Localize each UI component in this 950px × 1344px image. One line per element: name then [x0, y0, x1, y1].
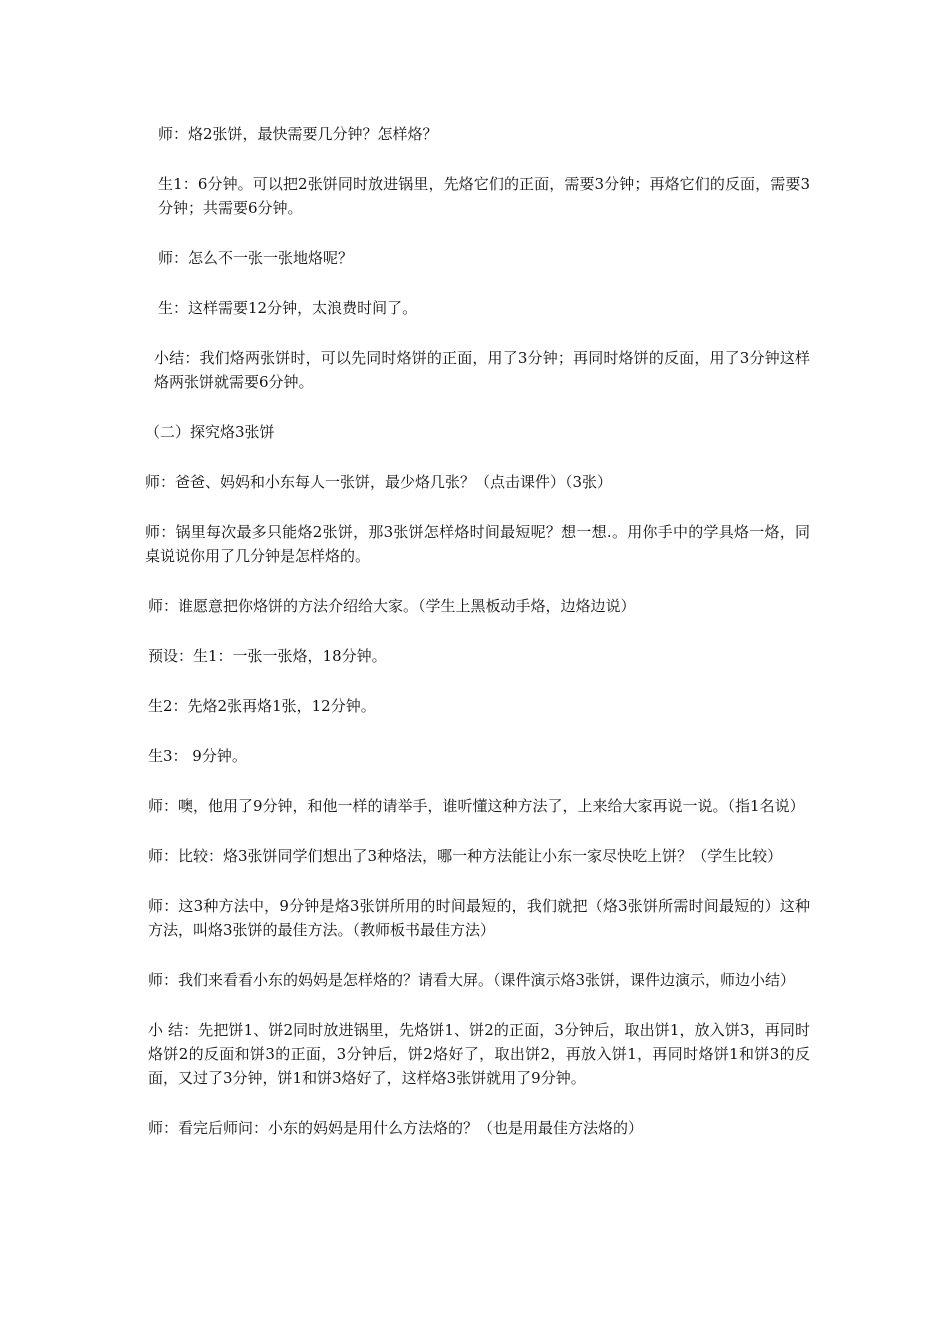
paragraph-teacher-invite: 师：谁愿意把你烙饼的方法介绍给大家。（学生上黑板动手烙，边烙边说） — [148, 597, 636, 615]
section-heading: （二）探究烙3张饼 — [145, 423, 275, 441]
paragraph-teacher-final-question: 师：看完后师问：小东的妈妈是用什么方法烙的？（也是用最佳方法烙的） — [148, 1119, 644, 1137]
paragraph-student-1-answer: 生1：6分钟。可以把2张饼同时放进锅里，先烙它们的正面，需要3分钟；再烙它们的反面，需要3分钟；共需要6分钟。 — [158, 175, 810, 217]
paragraph-summary-three: 小 结：先把饼1、饼2同时放进锅里，先烙饼1、饼2的正面，3分钟后，取出饼1，放入饼3，再同时烙饼2的反面和饼3的正面，3分钟后，饼2烙好了，取出饼2，再放入饼1，再同时烙饼1和饼3的反面，又过了3分钟，饼1和饼3烙好了，这样烙3张饼就用了9分钟。 — [148, 1021, 810, 1087]
document-body — [145, 122, 810, 1166]
paragraph-teacher-compare: 师：比较：烙3张饼同学们想出了3种烙法，哪一种方法能让小东一家尽快吃上饼？（学生比较） — [148, 847, 783, 865]
paragraph-teacher-question: 师：烙2张饼，最快需要几分钟？怎样烙？ — [158, 125, 438, 143]
paragraph-teacher-think: 师：锅里每次最多只能烙2张饼，那3张饼怎样烙时间最短呢？想一想.。用你手中的学具烙一烙，同桌说说你用了几分钟是怎样烙的。 — [145, 523, 810, 565]
paragraph-student-answer: 生：这样需要12分钟，太浪费时间了。 — [158, 299, 418, 317]
paragraph-summary-two: 小结：我们烙两张饼时，可以先同时烙饼的正面，用了3分钟；再同时烙饼的反面，用了3分钟这样烙两张饼就需要6分钟。 — [154, 349, 810, 391]
paragraph-teacher-screen: 师：我们来看看小东的妈妈是怎样烙的？请看大屏。（课件演示烙3张饼，课件边演示，师边小结） — [148, 971, 796, 989]
paragraph-teacher-three-cakes: 师：爸爸、妈妈和小东每人一张饼，最少烙几张？（点击课件）（3张） — [145, 473, 613, 491]
paragraph-teacher-nine-minutes: 师：噢，他用了9分钟，和他一样的请举手，谁听懂这种方法了，上来给大家再说一说。（指1名说） — [148, 797, 805, 815]
paragraph-teacher-best-method: 师：这3种方法中，9分钟是烙3张饼所用的时间最短的，我们就把（烙3张饼所需时间最短的）这种方法，叫烙3张饼的最佳方法。（教师板书最佳方法） — [148, 897, 810, 939]
paragraph-preset-1: 预设：生1：一张一张烙，18分钟。 — [148, 647, 387, 665]
paragraph-preset-3: 生3： 9分钟。 — [148, 747, 247, 765]
paragraph-preset-2: 生2：先烙2张再烙1张，12分钟。 — [148, 697, 376, 715]
paragraph-teacher-followup: 师：怎么不一张一张地烙呢？ — [158, 249, 354, 267]
